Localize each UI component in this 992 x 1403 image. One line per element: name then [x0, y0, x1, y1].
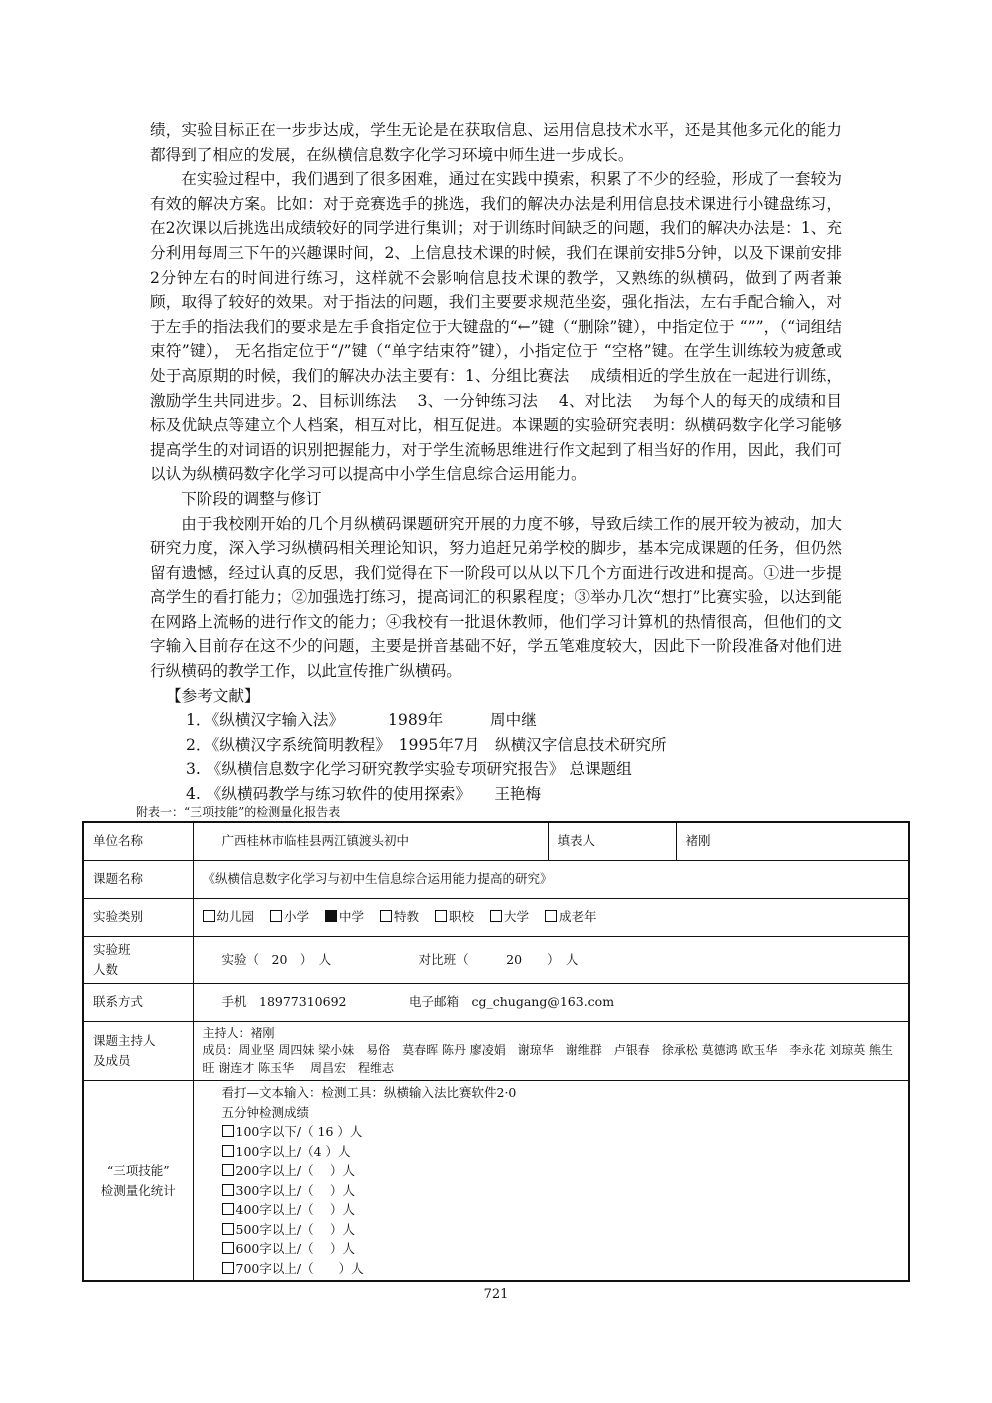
stat-item: 300字以上/（ ）人 [222, 1181, 900, 1201]
references-list [150, 708, 842, 806]
skills-subtitle: 五分钟检测成绩 [221, 1104, 310, 1120]
skills-label: “三项技能” 检测量化统计 [83, 1081, 193, 1282]
references-heading: 【参考文献】 [166, 686, 260, 705]
category-option: 大学 [490, 909, 529, 924]
checkbox-icon [435, 910, 447, 922]
contact-value: 手机 18977310692 电子邮箱 cg_chugang@163.com [193, 983, 909, 1021]
table-row [83, 1081, 909, 1282]
section-heading: 下阶段的调整与修订 [181, 489, 322, 508]
stat-item: 100字以下/（ 16 ）人 [222, 1122, 900, 1142]
checkbox-checked-icon [325, 910, 337, 922]
stat-item: 400字以上/（ ）人 [222, 1200, 900, 1220]
checkbox-icon [222, 1145, 234, 1157]
table-row [83, 860, 909, 898]
category-label: 实验类别 [83, 898, 193, 936]
report-table [82, 821, 910, 1282]
checkbox-icon [270, 910, 282, 922]
page-number: 721 [483, 1287, 509, 1302]
filler-label: 填表人 [548, 822, 676, 860]
class-value: 实验（ 20 ） 人 对比班（ 20 ） 人 [193, 936, 909, 983]
skills-value [193, 1081, 909, 1282]
checkbox-icon [222, 1242, 234, 1254]
stat-item: 600字以上/（ ）人 [222, 1239, 900, 1259]
checkbox-icon [490, 910, 502, 922]
table-row [83, 1021, 909, 1081]
table-row [83, 898, 909, 936]
checkbox-icon [545, 910, 557, 922]
filler-value: 褚刚 [676, 822, 909, 860]
class-label: 实验班 人数 [83, 936, 193, 983]
skills-tool: 看打—文本输入：检测工具：纵横输入法比赛软件2·0 [221, 1085, 517, 1100]
topic-label: 课题名称 [83, 860, 193, 898]
checkbox-icon [203, 910, 215, 922]
reference-item: 1．《纵横汉字输入法》 1989年 周中继 [186, 711, 537, 730]
category-option: 中学 [325, 909, 364, 924]
category-option: 特教 [380, 909, 419, 924]
table-row [83, 936, 909, 983]
checkbox-icon [222, 1125, 234, 1137]
reference-item: 2．《纵横汉字系统简明教程》 1995年7月 纵横汉字信息技术研究所 [186, 735, 667, 754]
paragraph: 由于我校刚开始的几个月纵横码课题研究开展的力度不够，导致后续工作的展开较为被动，加大研究力度，深入学习纵横码相关理论知识，努力追赶兄弟学校的脚步，基本完成课题的任务，但仍然留有遗憾，经过认真的反思，我们觉得在下一阶段可以从以下几个方面进行改进和提高。①进一步提高学生的看打能力；②加强选打练习，提高词汇的积累程度；③举办几次“想打”比赛实验，以达到能在网路上流畅的进行作文的能力；④我校有一批退休教师，他们学习计算机的热情很高，但他们的文字输入目前存在这不少的问题，主要是拼音基础不好，学五笔难度较大，因此下一阶段准备对他们进行纵横码的教学工作，以此宣传推广纵横码。 [150, 514, 842, 681]
table-row [83, 983, 909, 1021]
checkbox-icon [222, 1203, 234, 1215]
host-name: 主持人：褚刚 [202, 1025, 275, 1040]
host-label: 课题主持人 及成员 [83, 1021, 193, 1081]
unit-value: 广西桂林市临桂县两江镇渡头初中 [193, 822, 548, 860]
host-value [193, 1021, 909, 1081]
paragraph: 在实验过程中，我们遇到了很多困难，通过在实践中摸索，积累了不少的经验，形成了一套较为有效的解决方案。比如：对于竞赛选手的挑选，我们的解决办法是利用信息技术课进行小键盘练习，在2次课以后挑选出成绩较好的同学进行集训；对于训练时间缺乏的问题，我们的解决办法是：1、充分利用每周三下午的兴趣课时间，2、上信息技术课的时候，我们在课前安排5分钟，以及下课前安排2分钟左右的时间进行练习，这样就不会影响信息技术课的教学，又熟练的纵横码，做到了两者兼顾，取得了较好的效果。对于指法的问题，我们主要要求规范坐姿，强化指法，左右手配合输入，对于左手的指法我们的要求是左手食指定位于大键盘的“←”键（“删除”键），中指定位于 “””，（“词组结束符”键）， 无名指定位于“/”键（“单字结束符”键），小指定位于 “空格”键。在学生训练较为疲惫或处于高原期的时候，我们的解决办法主要有：1、分组比赛法 成绩相近的学生放在一起进行训练，激励学生共同进步。2、目标训练法 3、一分钟练习法 4、对比法 为每个人的每天的成绩和目标及优缺点等建立个人档案，相互对比，相互促进。本课题的实验研究表明：纵横码数字化学习能够提高学生的对词语的识别把握能力，对于学生流畅思维进行作文起到了相当好的作用，因此，我们可以认为纵横码数字化学习可以提高中小学生信息综合运用能力。 [150, 170, 842, 484]
body-text [150, 118, 842, 807]
stat-item: 500字以上/（ ）人 [222, 1220, 900, 1240]
paragraph: 绩，实验目标正在一步步达成，学生无论是在获取信息、运用信息技术水平，还是其他多元化的能力都得到了相应的发展，在纵横信息数字化学习环境中师生进一步成长。 [150, 121, 842, 164]
reference-item: 3. 《纵横信息数字化学习研究教学实验专项研究报告》 总课题组 [186, 760, 632, 779]
stat-item: 700字以上/（ ）人 [222, 1259, 900, 1279]
checkbox-icon [222, 1223, 234, 1235]
stat-item: 100字以上/（4 ）人 [222, 1142, 900, 1162]
category-option: 幼儿园 [203, 909, 255, 924]
stat-item: 200字以上/（ ）人 [222, 1161, 900, 1181]
category-options [193, 898, 909, 936]
table-caption: 附表一：“三项技能”的检测量化报告表 [136, 805, 341, 819]
checkbox-icon [380, 910, 392, 922]
category-option: 小学 [270, 909, 309, 924]
members-list: 成员：周业坚 周四妹 梁小妹 易俗 莫春晖 陈丹 廖凌娟 谢琼华 谢维群 卢银春 徐承松 莫德鸿 欧玉华 李永花 刘琼英 熊生旺 谢连才 陈玉华 周昌宏 程维志 [202, 1043, 894, 1075]
topic-value: 《纵横信息数字化学习与初中生信息综合运用能力提高的研究》 [193, 860, 909, 898]
category-option: 成老年 [545, 909, 597, 924]
contact-label: 联系方式 [83, 983, 193, 1021]
checkbox-icon [222, 1164, 234, 1176]
checkbox-icon [222, 1262, 234, 1274]
table-row [83, 822, 909, 860]
checkbox-icon [222, 1184, 234, 1196]
unit-label: 单位名称 [83, 822, 193, 860]
category-option: 职校 [435, 909, 474, 924]
reference-item: 4. 《纵横码教学与练习软件的使用探索》 王艳梅 [186, 785, 542, 804]
